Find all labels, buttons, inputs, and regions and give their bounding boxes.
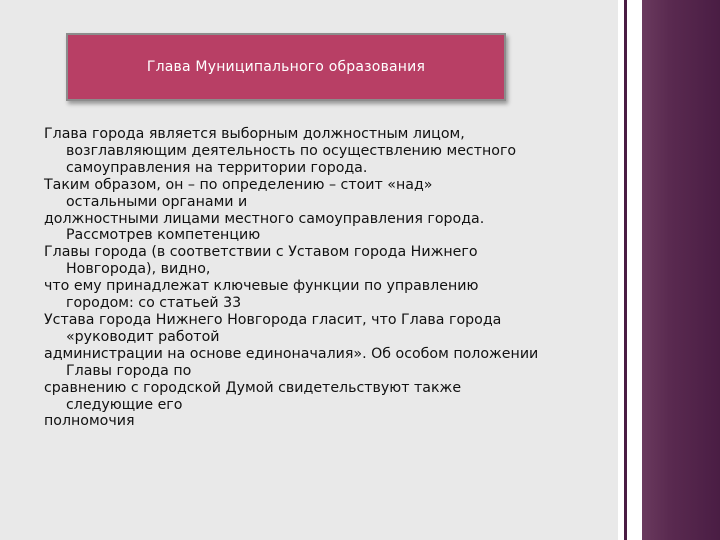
right-band-line: [624, 0, 627, 540]
text-line: полномочия: [44, 413, 135, 430]
text-line: что ему принадлежат ключевые функции по управлению: [44, 278, 479, 295]
title-box: [66, 33, 506, 101]
text-line: «руководит работой: [66, 328, 220, 345]
text-line: Таким образом, он – по определению – стоит «над»: [44, 176, 433, 193]
text-line: Главы города (в соответствии с Уставом города Нижнего: [44, 244, 478, 261]
text-line: администрации на основе единоначалия». Об особом положении: [44, 345, 539, 362]
slide-title: Глава Муниципального образования: [146, 59, 426, 75]
text-line: Устава города Нижнего Новгорода гласит, что Глава города: [44, 311, 502, 328]
text-line: городом: со статьей 33: [66, 295, 242, 312]
decorative-side-band: [642, 0, 720, 540]
text-line: следующие его: [66, 396, 183, 413]
text-line: Рассмотрев компетенцию: [66, 227, 261, 244]
text-line: возглавляющим деятельность по осуществлению местного: [66, 142, 517, 159]
text-line: сравнению с городской Думой свидетельствуют также: [44, 379, 462, 396]
text-line: Новгорода), видно,: [66, 261, 211, 278]
body-text: [44, 126, 609, 430]
text-line: Глава города является выборным должностным лицом,: [44, 126, 465, 142]
right-band-edge: [618, 0, 642, 540]
text-line: должностными лицами местного самоуправления города.: [44, 210, 485, 227]
text-line: самоуправления на территории города.: [66, 159, 368, 176]
text-line: остальными органами и: [66, 193, 248, 210]
text-line: Главы города по: [66, 362, 192, 379]
